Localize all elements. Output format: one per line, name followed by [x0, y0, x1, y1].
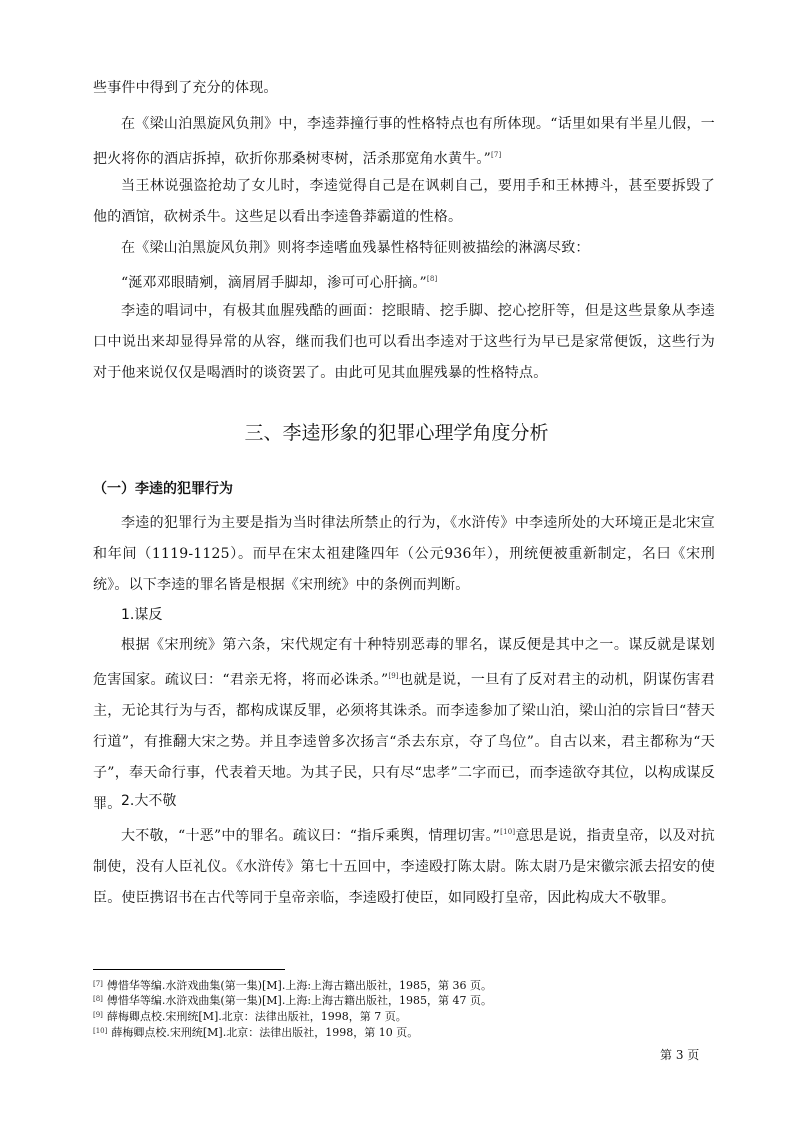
paragraph: 大不敬，“十恶”中的罪名。疏议曰：“指斥乘舆，情理切害。”[10]意思是说，指责皇帝，以及对抗制使，没有人臣礼仪。《水浒传》第七十五回中，李逵殴打陈太尉。陈太尉乃是宋徽宗派去招安的使臣。使臣携诏书在古代等同于皇帝亲临，李逵殴打使臣，如同殴打皇帝，因此构成大不敬罪。	[93, 828, 715, 906]
footnote: [8] 傅惜华等编.水浒戏曲集(第一集)[M].上海:上海古籍出版社，1985，第 47 页。	[93, 994, 493, 1007]
paragraph: 在《梁山泊黑旋风负荆》中，李逵莽撞行事的性格特点也有所体现。“话里如果有半星儿假，一把火将你的酒店拆掉，砍折你那桑树枣树，活杀那宽角水黄牛。”[7]	[93, 116, 715, 167]
quotation: “涎邓邓眼睛剜，滴屑屑手脚却，渗可可心肝摘。”[8]	[121, 275, 438, 291]
footnote-divider	[93, 969, 285, 970]
subsection-heading: （一）李逵的犯罪行为	[93, 481, 233, 497]
footnote-ref: [9]	[388, 672, 399, 680]
paragraph: 在《梁山泊黑旋风负荆》则将李逵嗜血残暴性格特征则被描绘的淋漓尽致：	[121, 240, 590, 256]
paragraph: 李逵的犯罪行为主要是指为当时律法所禁止的行为，《水浒传》中李逵所处的大环境正是北宋宣和年间（1119-1125）。而早在宋太祖建隆四年（公元936年），刑统便被重新制定，名曰《宋刑统》。以下李逵的罪名皆是根据《宋刑统》中的条例而判断。	[93, 515, 715, 593]
footnote: [10] 薛梅卿点校.宋刑统[M].北京：法律出版社，1998，第 10 页。	[93, 1026, 419, 1039]
section-heading: 三、李逵形象的犯罪心理学角度分析	[244, 422, 549, 444]
paragraph: 根据《宋刑统》第六条，宋代规定有十种特别恶毒的罪名，谋反便是其中之一。谋反就是谋划危害国家。疏议曰：“君亲无将，将而必诛杀。”[9]也就是说，一旦有了反对君主的动机，阴谋伤害君主，无论其行为与否，都构成谋反罪，必须将其诛杀。而李逵参加了梁山泊，梁山泊的宗旨曰“替天行道”，有推翻大宋之势。并且李逵曾多次扬言“杀去东京，夺了鸟位”。自古以来，君主都称为“天子”，奉天命行事，代表着天地。为其子民，只有尽“忠孝”二字而已，而李逵欲夺其位，以构成谋反罪。	[93, 637, 715, 812]
footnote-ref: [8]	[426, 275, 438, 283]
paragraph: 当王林说强盗抢劫了女儿时，李逵觉得自己是在讽刺自己，要用手和王林搏斗，甚至要拆毁了他的酒馆，砍树杀牛。这些足以看出李逵鲁莽霸道的性格。	[93, 178, 715, 225]
item-heading: 2.大不敬	[121, 793, 177, 809]
paragraph: 李逵的唱词中，有极其血腥残酷的画面：挖眼睛、挖手脚、挖心挖肝等，但是这些景象从李逵口中说出来却显得异常的从容，继而我们也可以看出李逵对于这些行为早已是家常便饭，这些行为对于他来说仅仅是喝酒时的谈资罢了。由此可见其血腥残暴的性格特点。	[93, 303, 715, 381]
paragraph: 些事件中得到了充分的体现。	[93, 80, 278, 96]
item-heading: 1.谋反	[121, 607, 163, 623]
page-number: 第 3 页	[660, 1048, 700, 1062]
footnote: [9] 薛梅卿点校.宋刑统[M].北京：法律出版社，1998，第 7 页。	[93, 1010, 407, 1023]
footnote-ref: [7]	[490, 151, 502, 159]
footnote-ref: [10]	[500, 828, 516, 836]
footnote: [7] 傅惜华等编.水浒戏曲集(第一集)[M].上海:上海古籍出版社，1985，第 36 页。	[93, 979, 493, 992]
